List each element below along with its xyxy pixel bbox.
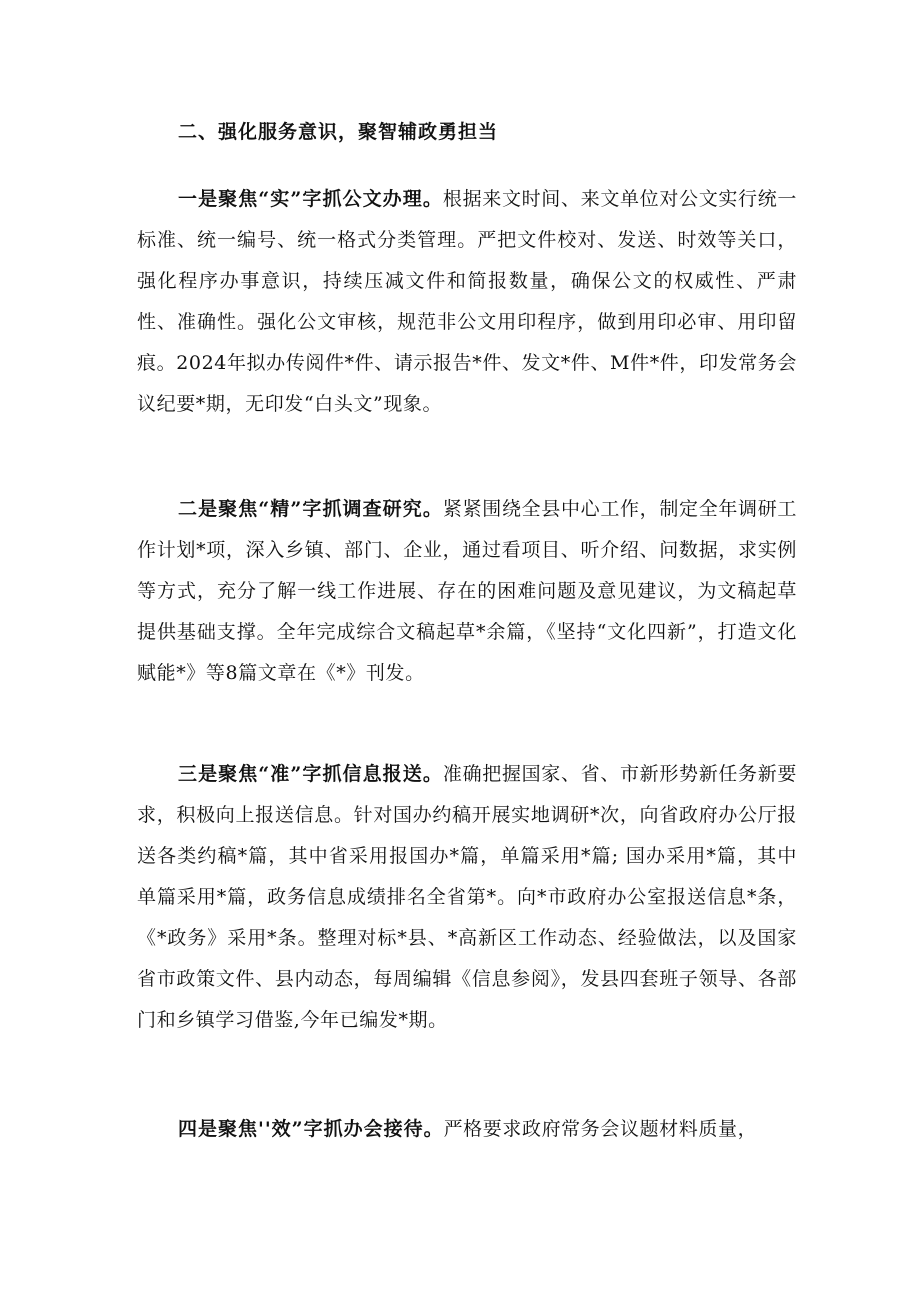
section-heading: 二、强化服务意识，聚智辅政勇担当 [178,121,499,143]
paragraph-body: 准确把握国家、省、市新形势新任务新要求，积极向上报送信息。针对国办约稿开展实地调研*次，向省政府办公厅报送各类约稿*篇，其中省采用报国办*篇，单篇采用*篇; 国办采用*篇，其中单篇采用*篇，政务信息成绩排名全省第*。向*市政府办公室报送信息*条，《*政务》采用*条。整理对标*县、*高新区工作动态、经验做法，以及国家省市政策文件、县内动态，每周编辑《信息参阅》，发县四套班子领导、各部门和乡镇学习借鉴,今年已编发*期。 [137,763,797,1031]
paragraph-information-reporting [137,754,797,1041]
paragraph-research [137,489,797,694]
paragraph-document-handling [137,179,797,425]
paragraph-body: 根据来文时间、来文单位对公文实行统一标准、统一编号、统一格式分类管理。严把文件校对、发送、时效等关口，强化程序办事意识，持续压减文件和简报数量，确保公文的权威性、严肃性、准确性。强化公文审核，规范非公文用印程序，做到用印必审、用印留痕。2024年拟办传阅件*件、请示报告*件、发文*件、M件*件，印发常务会议纪要*期，无印发“白头文”现象。 [137,188,798,415]
paragraph-body: 紧紧围绕全县中心工作，制定全年调研工作计划*项，深入乡镇、部门、企业，通过看项目、听介绍、问数据，求实例等方式，充分了解一线工作进展、存在的困难问题及意见建议，为文稿起草提供基础支撑。全年完成综合文稿起草*余篇，《坚持“文化四新”，打造文化赋能*》等8篇文章在《*》刊发。 [137,498,797,684]
paragraph-lead: 一是聚焦“实”字抓公文办理。 [178,188,443,210]
paragraph-lead: 二是聚焦“精”字抓调查研究。 [178,498,443,520]
paragraph-meetings-reception [137,1109,797,1150]
paragraph-lead: 三是聚焦“准”字抓信息报送。 [178,763,443,785]
paragraph-body: 严格要求政府常务会议题材料质量， [443,1118,758,1140]
paragraph-lead: 四是聚焦''效”字抓办会接待。 [178,1118,444,1140]
